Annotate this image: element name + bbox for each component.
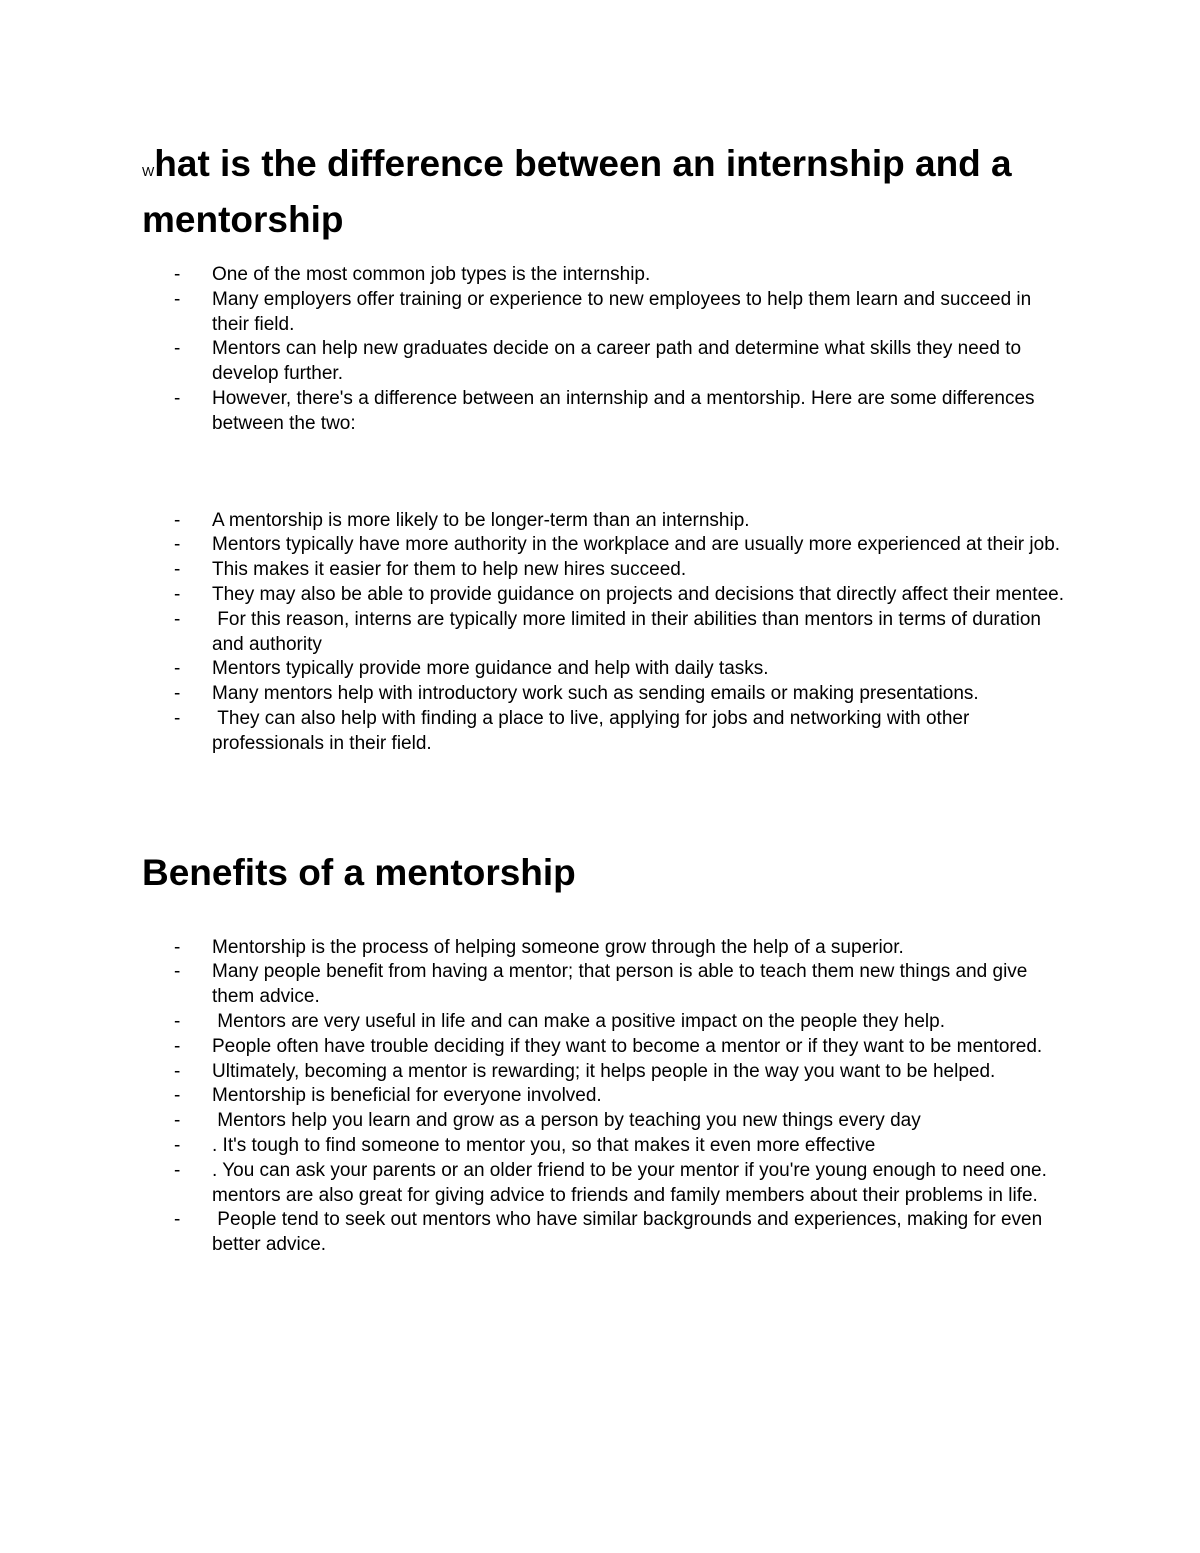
list-item [142,1134,1072,1159]
list-item [142,1010,1072,1035]
dash-bullet: - [174,961,181,983]
dash-bullet: - [174,583,181,605]
dash-bullet: - [174,936,181,958]
list-item [142,263,1072,288]
list-item [142,1084,1072,1109]
list-item-text: Mentors can help new graduates decide on a career path and determine what skills they need to develop further. [212,338,1027,385]
benefits-list [142,936,1072,1258]
list-item [142,707,1072,757]
list-item-text: . It's tough to find someone to mentor you, so that makes it even more effective [212,1134,876,1156]
list-item [142,960,1072,1010]
heading-first-letter: W [142,164,155,179]
list-item [142,558,1072,583]
list-item [142,583,1072,608]
list-item-text: . You can ask your parents or an older friend to be your mentor if you're young enough to need one. mentors are also great for giving advice to friends and family members about their problems in life. [212,1159,1053,1206]
list-item-text: People tend to seek out mentors who have similar backgrounds and experiences, making for even better advice. [212,1209,1048,1256]
list-item [142,936,1072,961]
section-2-heading: Benefits of a mentorship [142,851,576,893]
differences-list [142,509,1072,757]
section-1-heading [142,140,1072,244]
dash-bullet: - [174,1209,181,1231]
document-page [142,140,1072,1258]
list-item [142,337,1072,387]
dash-bullet: - [174,509,181,531]
dash-bullet: - [174,707,181,729]
list-item-text: However, there's a difference between an internship and a mentorship. Here are some differences between the two: [212,387,1040,434]
dash-bullet: - [174,387,181,409]
list-item-text: Many employers offer training or experience to new employees to help them learn and succeed in their field. [212,288,1037,335]
dash-bullet: - [174,1159,181,1181]
dash-bullet: - [174,608,181,630]
list-item-text: Mentors are very useful in life and can make a positive impact on the people they help. [212,1010,945,1032]
list-item-text: People often have trouble deciding if they want to become a mentor or if they want to be mentored. [212,1035,1043,1057]
dash-bullet: - [174,559,181,581]
list-item [142,657,1072,682]
list-item-text: Mentorship is the process of helping someone grow through the help of a superior. [212,936,904,958]
dash-bullet: - [174,1134,181,1156]
heading-rest: hat is the difference between an internship and a mentorship [142,143,1012,240]
dash-bullet: - [174,658,181,680]
list-item-text: A mentorship is more likely to be longer-term than an internship. [212,509,750,531]
list-item-text: Many mentors help with introductory work such as sending emails or making presentations. [212,683,979,705]
list-item [142,1035,1072,1060]
dash-bullet: - [174,264,181,285]
list-item-text: Mentors help you learn and grow as a person by teaching you new things every day [212,1110,921,1132]
list-item [142,533,1072,558]
dash-bullet: - [174,1035,181,1057]
list-item [142,1208,1072,1258]
intro-list [142,263,1072,437]
list-item-text: They can also help with finding a place to live, applying for jobs and networking with other professionals in their field. [212,707,975,754]
list-item [142,1109,1072,1134]
list-item [142,682,1072,707]
dash-bullet: - [174,1085,181,1107]
list-item-text: Many people benefit from having a mentor; that person is able to teach them new things and give them advice. [212,961,1033,1008]
list-item-text: Mentors typically have more authority in the workplace and are usually more experienced at their job. [212,534,1061,556]
list-item [142,288,1072,338]
dash-bullet: - [174,534,181,556]
list-item [142,1159,1072,1209]
list-item-text: Mentorship is beneficial for everyone involved. [212,1085,602,1107]
list-item-text: Mentors typically provide more guidance and help with daily tasks. [212,658,769,680]
dash-bullet: - [174,1060,181,1082]
dash-bullet: - [174,1110,181,1132]
list-item-text: One of the most common job types is the internship. [212,264,651,285]
list-item [142,1060,1072,1085]
list-item [142,509,1072,534]
list-item-text: Ultimately, becoming a mentor is rewarding; it helps people in the way you want to be helped. [212,1060,996,1082]
list-item [142,387,1072,437]
dash-bullet: - [174,338,181,360]
list-item-text: For this reason, interns are typically more limited in their abilities than mentors in terms of duration and authority [212,608,1047,655]
dash-bullet: - [174,1010,181,1032]
dash-bullet: - [174,683,181,705]
list-item-text: They may also be able to provide guidance on projects and decisions that directly affect their mentee. [212,583,1064,605]
dash-bullet: - [174,288,181,310]
list-item-text: This makes it easier for them to help new hires succeed. [212,559,687,581]
list-item [142,608,1072,658]
